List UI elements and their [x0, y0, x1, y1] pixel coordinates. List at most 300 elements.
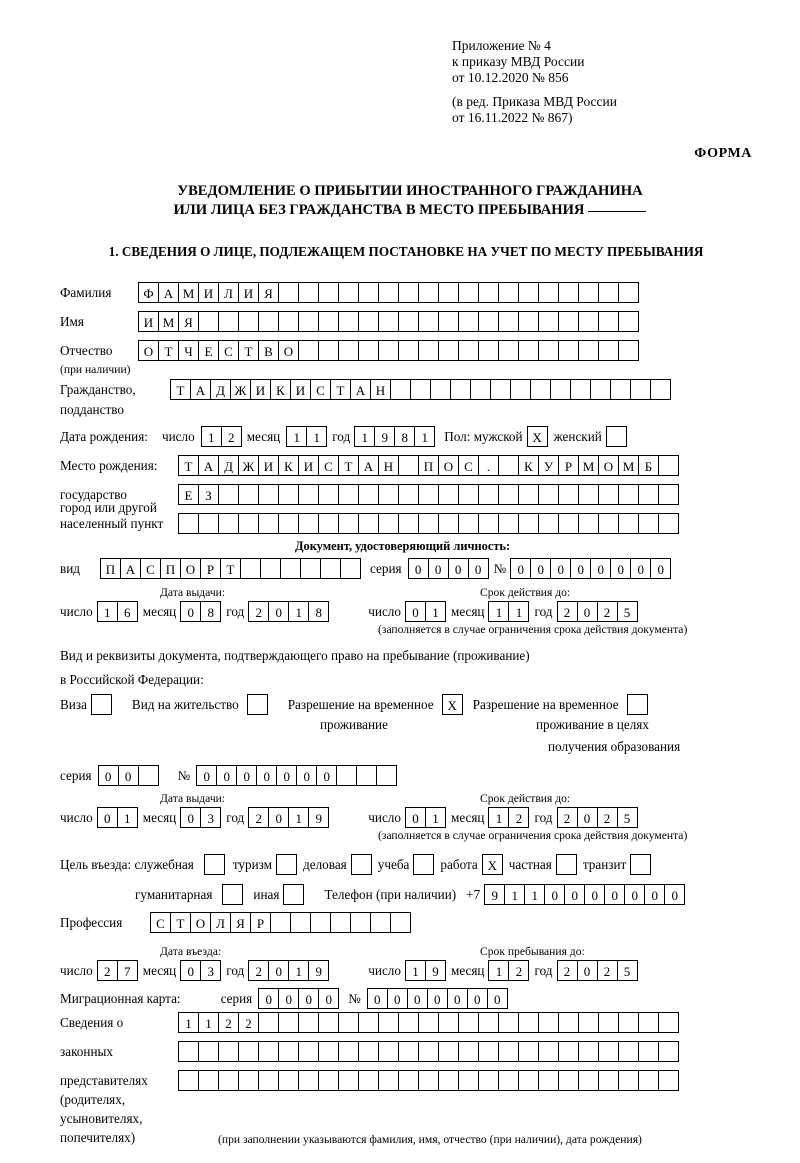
form-cell[interactable]	[638, 1012, 659, 1033]
form-cell[interactable]	[538, 513, 559, 534]
form-cell[interactable]: Е	[178, 484, 199, 505]
form-cell[interactable]: 0	[296, 765, 317, 786]
form-cell[interactable]	[478, 282, 499, 303]
form-cell[interactable]	[178, 1070, 199, 1091]
form-cell[interactable]	[638, 513, 659, 534]
form-cell[interactable]	[278, 311, 299, 332]
form-cell[interactable]: 2	[597, 807, 618, 828]
form-cell[interactable]	[450, 379, 471, 400]
form-cell[interactable]: К	[270, 379, 291, 400]
form-cell[interactable]: 8	[200, 601, 221, 622]
form-cell[interactable]: 0	[544, 884, 565, 905]
form-cell[interactable]	[338, 484, 359, 505]
form-cell[interactable]	[458, 340, 479, 361]
form-cell[interactable]: Ч	[178, 340, 199, 361]
form-cell[interactable]: 0	[590, 558, 611, 579]
form-cell[interactable]: 0	[180, 601, 201, 622]
form-cell[interactable]	[578, 484, 599, 505]
sex-female-checkbox[interactable]	[606, 426, 627, 447]
form-cell[interactable]	[318, 282, 339, 303]
form-cell[interactable]	[298, 513, 319, 534]
form-cell[interactable]	[470, 379, 491, 400]
form-cell[interactable]: 2	[557, 960, 578, 981]
doc-valid-day-input[interactable]	[405, 601, 445, 622]
permit-issue-day-input[interactable]	[97, 807, 137, 828]
form-cell[interactable]	[438, 484, 459, 505]
form-cell[interactable]	[198, 1041, 219, 1062]
form-cell[interactable]	[358, 1041, 379, 1062]
form-cell[interactable]	[358, 1070, 379, 1091]
form-cell[interactable]	[298, 340, 319, 361]
form-cell[interactable]	[378, 340, 399, 361]
form-cell[interactable]: 0	[98, 765, 119, 786]
form-cell[interactable]	[318, 1070, 339, 1091]
form-cell[interactable]	[558, 1041, 579, 1062]
form-cell[interactable]: Я	[258, 282, 279, 303]
form-cell[interactable]	[418, 1070, 439, 1091]
form-cell[interactable]	[358, 513, 379, 534]
form-cell[interactable]	[598, 311, 619, 332]
form-cell[interactable]	[398, 1041, 419, 1062]
form-cell[interactable]: 1	[97, 601, 118, 622]
form-cell[interactable]: А	[358, 455, 379, 476]
form-cell[interactable]: 1	[288, 807, 309, 828]
form-cell[interactable]: 0	[236, 765, 257, 786]
form-cell[interactable]: .	[478, 455, 499, 476]
form-cell[interactable]	[598, 513, 619, 534]
purpose-private-checkbox[interactable]	[556, 854, 577, 875]
form-cell[interactable]: 0	[604, 884, 625, 905]
form-cell[interactable]: О	[598, 455, 619, 476]
form-cell[interactable]	[518, 340, 539, 361]
form-cell[interactable]: И	[250, 379, 271, 400]
form-cell[interactable]: 0	[564, 884, 585, 905]
stay-year-input[interactable]	[557, 960, 637, 981]
form-cell[interactable]	[398, 484, 419, 505]
form-cell[interactable]	[570, 379, 591, 400]
form-cell[interactable]: 0	[447, 988, 468, 1009]
form-cell[interactable]	[376, 765, 397, 786]
form-cell[interactable]: С	[310, 379, 331, 400]
form-cell[interactable]: Т	[170, 379, 191, 400]
entry-year-input[interactable]	[248, 960, 328, 981]
form-cell[interactable]: 0	[650, 558, 671, 579]
form-cell[interactable]	[538, 340, 559, 361]
doc-number-input[interactable]	[510, 558, 670, 579]
form-cell[interactable]: 0	[467, 988, 488, 1009]
birthplace-input-row3[interactable]	[178, 513, 678, 534]
form-cell[interactable]: Д	[210, 379, 231, 400]
form-cell[interactable]: 1	[488, 601, 509, 622]
form-cell[interactable]	[378, 1012, 399, 1033]
form-cell[interactable]	[338, 282, 359, 303]
form-cell[interactable]: О	[190, 912, 211, 933]
form-cell[interactable]: Е	[198, 340, 219, 361]
form-cell[interactable]: О	[438, 455, 459, 476]
patronymic-input[interactable]	[138, 340, 638, 361]
doc-kind-input[interactable]	[100, 558, 360, 579]
form-cell[interactable]: З	[198, 484, 219, 505]
form-cell[interactable]	[458, 1041, 479, 1062]
form-cell[interactable]	[198, 513, 219, 534]
form-cell[interactable]: 1	[508, 601, 529, 622]
form-cell[interactable]	[598, 282, 619, 303]
form-cell[interactable]: 5	[617, 807, 638, 828]
form-cell[interactable]: 1	[117, 807, 138, 828]
form-cell[interactable]	[498, 311, 519, 332]
form-cell[interactable]	[336, 765, 357, 786]
birth-day-input[interactable]	[201, 426, 241, 447]
form-cell[interactable]	[378, 311, 399, 332]
form-cell[interactable]	[198, 311, 219, 332]
form-cell[interactable]: 1	[198, 1012, 219, 1033]
form-cell[interactable]: И	[290, 379, 311, 400]
form-cell[interactable]: 9	[484, 884, 505, 905]
form-cell[interactable]: Д	[218, 455, 239, 476]
form-cell[interactable]	[218, 1070, 239, 1091]
form-cell[interactable]	[438, 513, 459, 534]
form-cell[interactable]	[270, 912, 291, 933]
form-cell[interactable]	[300, 558, 321, 579]
form-cell[interactable]	[618, 513, 639, 534]
form-cell[interactable]	[378, 1041, 399, 1062]
form-cell[interactable]	[338, 340, 359, 361]
form-cell[interactable]	[438, 340, 459, 361]
form-cell[interactable]	[478, 1070, 499, 1091]
form-cell[interactable]	[318, 1041, 339, 1062]
doc-valid-month-input[interactable]	[488, 601, 528, 622]
form-cell[interactable]: И	[258, 455, 279, 476]
purpose-tourism-checkbox[interactable]	[276, 854, 297, 875]
form-cell[interactable]: М	[618, 455, 639, 476]
form-cell[interactable]	[598, 484, 619, 505]
name-input[interactable]	[138, 311, 638, 332]
birthplace-input-row2[interactable]	[178, 484, 678, 505]
form-cell[interactable]: Т	[178, 455, 199, 476]
form-cell[interactable]	[658, 513, 679, 534]
form-cell[interactable]: 2	[248, 601, 269, 622]
form-cell[interactable]	[238, 513, 259, 534]
form-cell[interactable]	[658, 484, 679, 505]
form-cell[interactable]: 0	[276, 765, 297, 786]
phone-input[interactable]	[484, 884, 684, 905]
residence-checkbox[interactable]	[247, 694, 268, 715]
form-cell[interactable]	[558, 282, 579, 303]
form-cell[interactable]	[478, 1012, 499, 1033]
form-cell[interactable]: 0	[318, 988, 339, 1009]
form-cell[interactable]: 1	[288, 601, 309, 622]
form-cell[interactable]	[458, 1070, 479, 1091]
purpose-service-checkbox[interactable]	[204, 854, 225, 875]
form-cell[interactable]	[498, 340, 519, 361]
form-cell[interactable]	[278, 1012, 299, 1033]
form-cell[interactable]: М	[578, 455, 599, 476]
form-cell[interactable]	[278, 282, 299, 303]
form-cell[interactable]: 1	[488, 807, 509, 828]
form-cell[interactable]	[638, 1041, 659, 1062]
form-cell[interactable]	[458, 311, 479, 332]
form-cell[interactable]	[558, 513, 579, 534]
form-cell[interactable]	[278, 1041, 299, 1062]
form-cell[interactable]: С	[140, 558, 161, 579]
form-cell[interactable]	[218, 1041, 239, 1062]
form-cell[interactable]	[398, 1012, 419, 1033]
form-cell[interactable]: 0	[405, 601, 426, 622]
form-cell[interactable]: 2	[557, 601, 578, 622]
form-cell[interactable]: 0	[196, 765, 217, 786]
purpose-other-checkbox[interactable]	[283, 884, 304, 905]
stay-month-input[interactable]	[488, 960, 528, 981]
form-cell[interactable]: 0	[570, 558, 591, 579]
form-cell[interactable]: 7	[117, 960, 138, 981]
form-cell[interactable]	[498, 282, 519, 303]
form-cell[interactable]: 9	[374, 426, 395, 447]
form-cell[interactable]	[618, 1070, 639, 1091]
form-cell[interactable]: 1	[201, 426, 222, 447]
birth-year-input[interactable]	[354, 426, 434, 447]
form-cell[interactable]	[558, 1012, 579, 1033]
form-cell[interactable]: 1	[414, 426, 435, 447]
form-cell[interactable]: У	[538, 455, 559, 476]
form-cell[interactable]	[298, 484, 319, 505]
form-cell[interactable]	[298, 1070, 319, 1091]
form-cell[interactable]	[618, 1041, 639, 1062]
form-cell[interactable]	[390, 379, 411, 400]
form-cell[interactable]	[518, 484, 539, 505]
form-cell[interactable]: 1	[288, 960, 309, 981]
form-cell[interactable]: Н	[370, 379, 391, 400]
form-cell[interactable]: 0	[216, 765, 237, 786]
permit-valid-month-input[interactable]	[488, 807, 528, 828]
birth-month-input[interactable]	[286, 426, 326, 447]
form-cell[interactable]	[598, 340, 619, 361]
form-cell[interactable]	[458, 282, 479, 303]
form-cell[interactable]: 0	[530, 558, 551, 579]
form-cell[interactable]	[430, 379, 451, 400]
form-cell[interactable]: 0	[577, 601, 598, 622]
form-cell[interactable]	[598, 1070, 619, 1091]
form-cell[interactable]	[578, 1012, 599, 1033]
form-cell[interactable]: М	[178, 282, 199, 303]
form-cell[interactable]	[238, 311, 259, 332]
form-cell[interactable]	[578, 340, 599, 361]
form-cell[interactable]	[598, 1041, 619, 1062]
form-cell[interactable]	[438, 1012, 459, 1033]
form-cell[interactable]: 2	[97, 960, 118, 981]
form-cell[interactable]	[338, 513, 359, 534]
form-cell[interactable]: И	[238, 282, 259, 303]
profession-input[interactable]	[150, 912, 410, 933]
form-cell[interactable]: 0	[180, 807, 201, 828]
form-cell[interactable]: 0	[510, 558, 531, 579]
form-cell[interactable]	[598, 1012, 619, 1033]
form-cell[interactable]	[478, 1041, 499, 1062]
form-cell[interactable]	[260, 558, 281, 579]
form-cell[interactable]: 0	[367, 988, 388, 1009]
form-cell[interactable]: 1	[425, 601, 446, 622]
form-cell[interactable]	[538, 311, 559, 332]
form-cell[interactable]: 2	[597, 601, 618, 622]
form-cell[interactable]	[658, 1041, 679, 1062]
form-cell[interactable]: Т	[338, 455, 359, 476]
form-cell[interactable]	[538, 484, 559, 505]
form-cell[interactable]: А	[350, 379, 371, 400]
form-cell[interactable]	[498, 455, 519, 476]
form-cell[interactable]	[280, 558, 301, 579]
form-cell[interactable]	[338, 1041, 359, 1062]
form-cell[interactable]: С	[150, 912, 171, 933]
form-cell[interactable]	[298, 311, 319, 332]
entry-month-input[interactable]	[180, 960, 220, 981]
stay-day-input[interactable]	[405, 960, 445, 981]
form-cell[interactable]	[538, 1041, 559, 1062]
form-cell[interactable]	[478, 340, 499, 361]
form-cell[interactable]	[618, 484, 639, 505]
form-cell[interactable]: 0	[624, 884, 645, 905]
doc-series-input[interactable]	[408, 558, 488, 579]
permit-number-input[interactable]	[196, 765, 396, 786]
form-cell[interactable]: 0	[577, 960, 598, 981]
form-cell[interactable]: Т	[170, 912, 191, 933]
purpose-business-checkbox[interactable]	[351, 854, 372, 875]
form-cell[interactable]	[498, 484, 519, 505]
form-cell[interactable]	[490, 379, 511, 400]
form-cell[interactable]	[358, 1012, 379, 1033]
form-cell[interactable]	[438, 282, 459, 303]
form-cell[interactable]: 2	[221, 426, 242, 447]
form-cell[interactable]: 0	[268, 601, 289, 622]
form-cell[interactable]: Т	[238, 340, 259, 361]
form-cell[interactable]	[518, 311, 539, 332]
form-cell[interactable]: 0	[408, 558, 429, 579]
form-cell[interactable]	[418, 513, 439, 534]
form-cell[interactable]	[378, 1070, 399, 1091]
form-cell[interactable]	[418, 340, 439, 361]
form-cell[interactable]: Ф	[138, 282, 159, 303]
form-cell[interactable]: 0	[387, 988, 408, 1009]
form-cell[interactable]	[238, 1070, 259, 1091]
form-cell[interactable]	[258, 513, 279, 534]
form-cell[interactable]	[518, 1070, 539, 1091]
form-cell[interactable]	[630, 379, 651, 400]
form-cell[interactable]	[458, 1012, 479, 1033]
form-cell[interactable]	[658, 1070, 679, 1091]
form-cell[interactable]	[578, 1041, 599, 1062]
form-cell[interactable]	[650, 379, 671, 400]
legal-rep-input-row1[interactable]	[178, 1012, 678, 1033]
form-cell[interactable]: 0	[405, 807, 426, 828]
form-cell[interactable]	[258, 1041, 279, 1062]
form-cell[interactable]	[298, 1012, 319, 1033]
form-cell[interactable]: 0	[468, 558, 489, 579]
migration-series-input[interactable]	[258, 988, 338, 1009]
form-cell[interactable]	[310, 912, 331, 933]
form-cell[interactable]: 2	[248, 807, 269, 828]
doc-valid-year-input[interactable]	[557, 601, 637, 622]
visa-checkbox[interactable]	[91, 694, 112, 715]
form-cell[interactable]: А	[198, 455, 219, 476]
form-cell[interactable]: 2	[597, 960, 618, 981]
form-cell[interactable]	[538, 1070, 559, 1091]
form-cell[interactable]: 9	[425, 960, 446, 981]
form-cell[interactable]: 2	[248, 960, 269, 981]
form-cell[interactable]	[658, 455, 679, 476]
doc-issue-year-input[interactable]	[248, 601, 328, 622]
form-cell[interactable]: И	[198, 282, 219, 303]
form-cell[interactable]: 9	[308, 960, 329, 981]
purpose-humanitarian-checkbox[interactable]	[222, 884, 243, 905]
form-cell[interactable]: 5	[617, 960, 638, 981]
form-cell[interactable]	[278, 1070, 299, 1091]
form-cell[interactable]	[218, 484, 239, 505]
form-cell[interactable]: И	[298, 455, 319, 476]
form-cell[interactable]: С	[318, 455, 339, 476]
form-cell[interactable]: 2	[508, 960, 529, 981]
form-cell[interactable]	[358, 340, 379, 361]
permit-valid-day-input[interactable]	[405, 807, 445, 828]
form-cell[interactable]	[538, 282, 559, 303]
form-cell[interactable]	[258, 1012, 279, 1033]
form-cell[interactable]	[338, 1012, 359, 1033]
form-cell[interactable]	[138, 765, 159, 786]
form-cell[interactable]: Ж	[230, 379, 251, 400]
form-cell[interactable]: 3	[200, 807, 221, 828]
form-cell[interactable]: К	[518, 455, 539, 476]
form-cell[interactable]	[338, 1070, 359, 1091]
form-cell[interactable]	[370, 912, 391, 933]
form-cell[interactable]	[530, 379, 551, 400]
legal-rep-input-row3[interactable]	[178, 1070, 678, 1091]
form-cell[interactable]	[258, 1070, 279, 1091]
form-cell[interactable]: 0	[258, 988, 279, 1009]
form-cell[interactable]	[438, 1041, 459, 1062]
form-cell[interactable]	[338, 311, 359, 332]
form-cell[interactable]: 0	[630, 558, 651, 579]
purpose-study-checkbox[interactable]	[413, 854, 434, 875]
form-cell[interactable]: 0	[487, 988, 508, 1009]
form-cell[interactable]: Ж	[238, 455, 259, 476]
form-cell[interactable]: Я	[178, 311, 199, 332]
form-cell[interactable]: А	[120, 558, 141, 579]
birthplace-input-row1[interactable]	[178, 455, 678, 476]
permit-issue-year-input[interactable]	[248, 807, 328, 828]
form-cell[interactable]: М	[158, 311, 179, 332]
form-cell[interactable]	[618, 311, 639, 332]
form-cell[interactable]: К	[278, 455, 299, 476]
form-cell[interactable]	[218, 513, 239, 534]
form-cell[interactable]	[478, 484, 499, 505]
form-cell[interactable]: О	[180, 558, 201, 579]
form-cell[interactable]: А	[190, 379, 211, 400]
form-cell[interactable]: 8	[308, 601, 329, 622]
form-cell[interactable]	[378, 513, 399, 534]
temp-residence-checkbox[interactable]: X	[442, 694, 463, 715]
form-cell[interactable]	[318, 311, 339, 332]
form-cell[interactable]: А	[158, 282, 179, 303]
form-cell[interactable]: В	[258, 340, 279, 361]
form-cell[interactable]: 0	[268, 960, 289, 981]
form-cell[interactable]: Р	[558, 455, 579, 476]
form-cell[interactable]	[298, 282, 319, 303]
form-cell[interactable]	[578, 311, 599, 332]
form-cell[interactable]: 0	[256, 765, 277, 786]
form-cell[interactable]: 2	[508, 807, 529, 828]
form-cell[interactable]	[330, 912, 351, 933]
form-cell[interactable]	[498, 1041, 519, 1062]
form-cell[interactable]	[418, 484, 439, 505]
form-cell[interactable]: Л	[218, 282, 239, 303]
form-cell[interactable]	[318, 513, 339, 534]
